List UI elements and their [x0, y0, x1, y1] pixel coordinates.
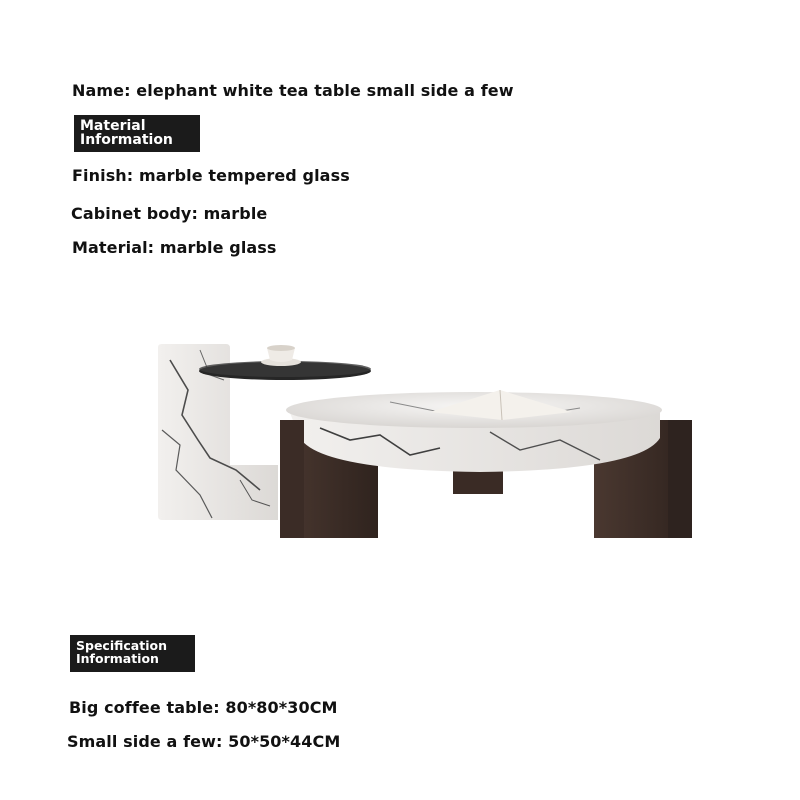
cabinet-body-text: Cabinet body: marble: [71, 204, 268, 223]
material-information-badge: [74, 115, 200, 152]
finish-text: Finish: marble tempered glass: [72, 166, 350, 185]
big-coffee-table-size: Big coffee table: 80*80*30CM: [69, 698, 338, 717]
product-name: Name: elephant white tea table small side a few: [72, 81, 514, 100]
coffee-table: [280, 390, 692, 538]
material-text: Material: marble glass: [72, 238, 277, 257]
material-badge-line1: Material: [80, 118, 146, 134]
specification-information-badge: [70, 635, 195, 672]
small-side-size: Small side a few: 50*50*44CM: [67, 732, 341, 751]
marble-coffee-table-set-photo: [140, 320, 710, 550]
spec-badge-line2: Information: [76, 650, 159, 666]
spec-badge-line1: Specification: [76, 638, 167, 653]
material-badge-line2: Information: [80, 132, 173, 148]
